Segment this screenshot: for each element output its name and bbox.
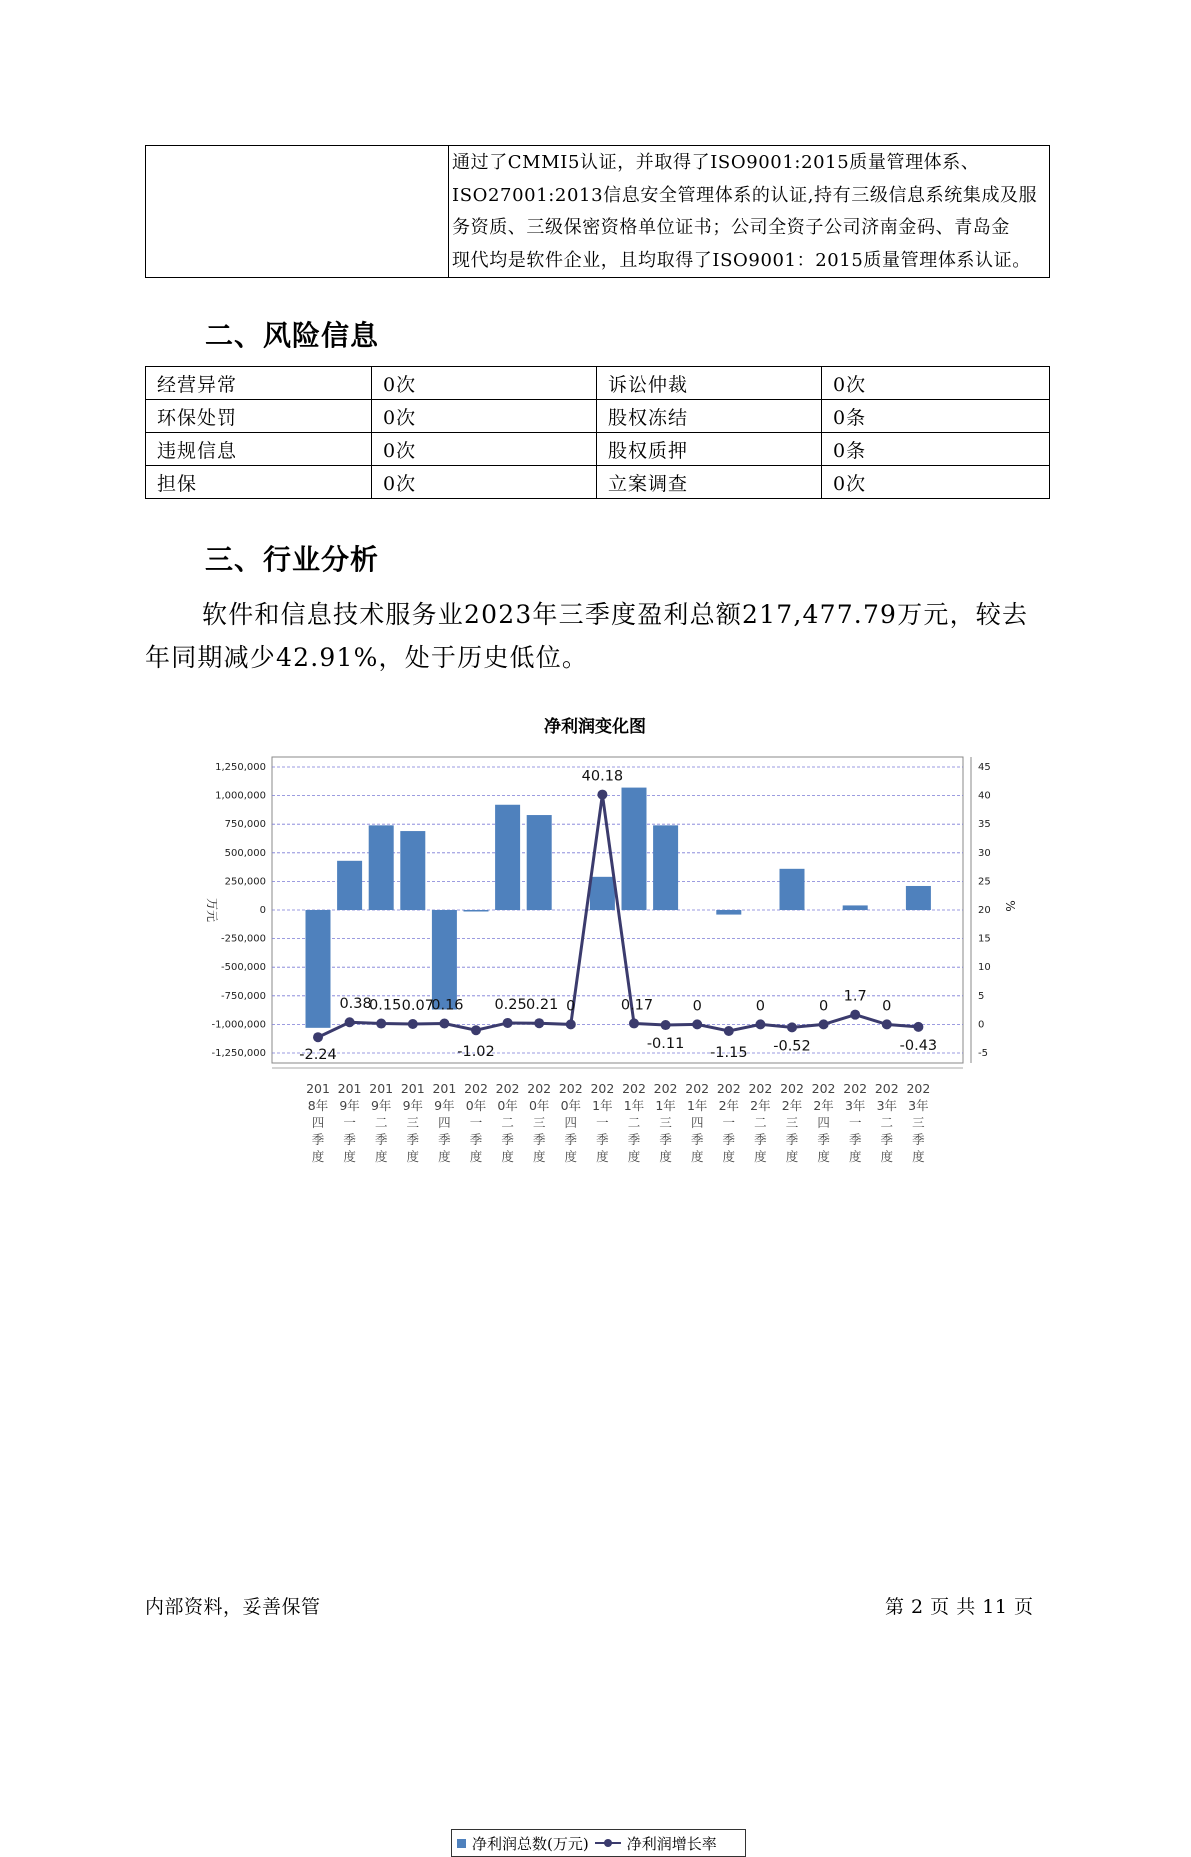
- chart-legend: [451, 1829, 746, 1857]
- x-tick-label: 季: [596, 1132, 609, 1147]
- growth-point: [882, 1019, 892, 1029]
- risk-value: 0条: [822, 400, 1050, 433]
- growth-data-label: 0.15: [369, 997, 402, 1014]
- bar: [400, 831, 425, 910]
- table-row: [146, 400, 1050, 433]
- table-row: [146, 433, 1050, 466]
- x-tick-label: 度: [469, 1149, 483, 1164]
- x-tick-label: 季: [817, 1132, 830, 1147]
- x-tick-label: 0年: [528, 1098, 550, 1113]
- x-tick-label: 3年: [908, 1098, 929, 1113]
- x-tick-label: 度: [817, 1149, 830, 1164]
- x-tick-label: 三: [532, 1115, 546, 1130]
- x-tick-label: 季: [848, 1132, 862, 1147]
- industry-heading: 三、行业分析: [205, 543, 380, 576]
- x-tick-label: 201: [306, 1081, 330, 1096]
- x-tick-label: 度: [785, 1149, 799, 1164]
- industry-paragraph-line-1: 软件和信息技术服务业2023年三季度盈利总额217,477.79万元，较去: [202, 600, 1029, 629]
- x-tick-label: 2年: [781, 1098, 803, 1113]
- x-tick-label: 三: [912, 1115, 925, 1130]
- growth-data-label: -1.15: [710, 1044, 748, 1061]
- growth-point: [692, 1019, 702, 1029]
- x-tick-label: 202: [906, 1081, 931, 1096]
- growth-point: [787, 1022, 797, 1032]
- x-tick-label: 度: [564, 1149, 578, 1164]
- risk-value: 0次: [372, 367, 597, 400]
- chart-title: 净利润变化图: [544, 717, 646, 737]
- growth-point: [408, 1019, 418, 1029]
- growth-data-label: 0: [755, 998, 766, 1015]
- x-tick-label: 8年: [307, 1098, 329, 1113]
- x-tick-label: 四: [438, 1115, 451, 1130]
- chart-canvas: [170, 745, 1020, 1170]
- growth-data-label: -0.43: [899, 1037, 938, 1054]
- growth-point: [913, 1022, 923, 1032]
- bar: [590, 877, 615, 910]
- x-tick-label: 二: [754, 1115, 767, 1130]
- x-tick-label: 季: [532, 1132, 546, 1147]
- bar: [906, 886, 931, 910]
- x-tick-label: 3年: [876, 1098, 898, 1113]
- y-tick-label: -1,000,000: [211, 1019, 266, 1031]
- y-tick-label: -1,250,000: [211, 1048, 266, 1059]
- growth-point: [661, 1020, 671, 1030]
- bar: [495, 805, 520, 910]
- continuation-line: 通过了CMMI5认证，并取得了ISO9001:2015质量管理体系、: [452, 152, 980, 173]
- x-tick-label: 2年: [813, 1098, 834, 1113]
- x-tick-label: 3年: [844, 1098, 866, 1113]
- risk-label: 担保: [146, 466, 372, 499]
- x-tick-label: 度: [690, 1149, 704, 1164]
- x-tick-label: 四: [564, 1115, 578, 1130]
- growth-data-label: 1.7: [843, 988, 867, 1005]
- x-tick-label: 202: [653, 1081, 678, 1096]
- growth-point: [566, 1019, 576, 1029]
- growth-point: [313, 1032, 323, 1042]
- x-tick-label: 202: [464, 1081, 488, 1096]
- bar: [432, 910, 457, 1010]
- x-tick-label: 四: [817, 1115, 830, 1130]
- bar: [716, 910, 741, 915]
- growth-data-label: 0.38: [339, 996, 372, 1013]
- x-tick-label: 201: [400, 1081, 425, 1096]
- bar: [306, 910, 331, 1028]
- continuation-text-cell: [449, 146, 1050, 278]
- x-tick-label: 季: [469, 1132, 483, 1147]
- growth-data-label: 0.21: [526, 997, 559, 1014]
- y2-tick-label: 10: [978, 962, 991, 974]
- x-tick-label: 季: [659, 1132, 672, 1147]
- x-tick-label: 202: [590, 1081, 615, 1096]
- x-tick-label: 季: [438, 1132, 451, 1147]
- growth-data-label: -0.52: [773, 1038, 811, 1055]
- risk-value: 0次: [372, 400, 597, 433]
- x-tick-label: 二: [880, 1115, 894, 1130]
- x-tick-label: 季: [912, 1132, 925, 1147]
- risk-label: 股权冻结: [597, 400, 822, 433]
- bar: [653, 825, 678, 910]
- x-tick-label: 季: [722, 1132, 736, 1147]
- x-tick-label: 季: [627, 1132, 641, 1147]
- x-tick-label: 度: [311, 1149, 325, 1164]
- bar: [369, 825, 394, 910]
- x-tick-label: 202: [622, 1081, 646, 1096]
- x-tick-label: 季: [501, 1132, 514, 1147]
- growth-point: [724, 1026, 734, 1036]
- x-tick-label: 季: [785, 1132, 799, 1147]
- x-tick-label: 9年: [402, 1098, 424, 1113]
- x-tick-label: 度: [596, 1149, 609, 1164]
- x-tick-label: 度: [848, 1149, 862, 1164]
- growth-point: [850, 1010, 860, 1020]
- growth-point: [534, 1018, 544, 1028]
- growth-point: [629, 1018, 639, 1028]
- x-tick-label: 2年: [750, 1098, 771, 1113]
- x-tick-label: 202: [716, 1081, 741, 1096]
- x-tick-label: 202: [527, 1081, 552, 1096]
- x-tick-label: 度: [659, 1149, 672, 1164]
- y2-tick-label: 15: [978, 933, 991, 945]
- x-tick-label: 季: [880, 1132, 894, 1147]
- x-tick-label: 三: [659, 1115, 672, 1130]
- y2-tick-label: 20: [978, 905, 991, 916]
- growth-data-label: -1.02: [457, 1044, 495, 1061]
- y-tick-label: 0: [259, 905, 266, 916]
- y2-tick-label: 0: [978, 1019, 985, 1031]
- x-tick-label: 三: [785, 1115, 799, 1130]
- bar: [527, 815, 552, 910]
- risk-value: 0次: [822, 466, 1050, 499]
- x-tick-label: 9年: [370, 1098, 392, 1113]
- growth-data-label: 40.18: [581, 768, 624, 785]
- x-tick-label: 一: [343, 1115, 356, 1130]
- y-tick-label: 750,000: [224, 819, 266, 831]
- x-tick-label: 1年: [592, 1098, 613, 1113]
- growth-data-label: 0.25: [494, 996, 527, 1013]
- x-tick-label: 1年: [655, 1098, 676, 1113]
- x-tick-label: 1年: [686, 1098, 708, 1113]
- x-tick-label: 202: [495, 1081, 520, 1096]
- growth-point: [376, 1019, 386, 1029]
- growth-point: [755, 1019, 765, 1029]
- x-tick-label: 季: [754, 1132, 767, 1147]
- x-tick-label: 度: [627, 1149, 641, 1164]
- x-tick-label: 201: [432, 1081, 457, 1096]
- x-tick-label: 202: [558, 1081, 583, 1096]
- x-tick-label: 季: [690, 1132, 704, 1147]
- x-tick-label: 季: [311, 1132, 325, 1147]
- x-tick-label: 度: [722, 1149, 736, 1164]
- x-tick-label: 0年: [465, 1098, 487, 1113]
- x-tick-label: 202: [811, 1081, 836, 1096]
- risk-label: 股权质押: [597, 433, 822, 466]
- risk-table: [145, 366, 1050, 499]
- risk-label: 违规信息: [146, 433, 372, 466]
- x-tick-label: 一: [848, 1115, 862, 1130]
- y2-tick-label: 35: [978, 819, 991, 831]
- x-tick-label: 二: [627, 1115, 641, 1130]
- y2-tick-label: 30: [978, 847, 991, 859]
- x-tick-label: 季: [406, 1132, 420, 1147]
- y-tick-label: 250,000: [224, 876, 266, 888]
- growth-data-label: 0: [818, 998, 829, 1015]
- x-tick-label: 度: [754, 1149, 767, 1164]
- bar: [780, 869, 805, 910]
- x-tick-label: 201: [369, 1081, 394, 1096]
- growth-point: [597, 790, 607, 800]
- continuation-table: [145, 145, 1050, 278]
- x-tick-label: 202: [685, 1081, 710, 1096]
- bar: [337, 861, 362, 910]
- y-tick-label: 500,000: [224, 847, 266, 859]
- x-tick-label: 度: [374, 1149, 388, 1164]
- growth-data-label: 0.17: [620, 997, 654, 1014]
- continuation-line: ISO27001:2013信息安全管理体系的认证,持有三级信息系统集成及服: [452, 184, 1038, 206]
- y2-tick-label: 25: [978, 876, 991, 888]
- table-row: [146, 466, 1050, 499]
- growth-data-label: 0.16: [431, 997, 464, 1014]
- x-tick-label: 度: [912, 1149, 925, 1164]
- legend-bar-swatch: [457, 1839, 466, 1848]
- x-tick-label: 季: [343, 1132, 356, 1147]
- growth-data-label: 0: [566, 998, 576, 1015]
- continuation-line: 现代均是软件企业，且均取得了ISO9001：2015质量管理体系认证。: [452, 249, 1031, 271]
- x-tick-label: 一: [722, 1115, 736, 1130]
- growth-data-label: 0: [882, 998, 892, 1015]
- risk-value: 0次: [822, 367, 1050, 400]
- risk-label: 环保处罚: [146, 400, 372, 433]
- x-tick-label: 度: [501, 1149, 514, 1164]
- x-tick-label: 三: [406, 1115, 420, 1130]
- x-tick-label: 度: [880, 1149, 894, 1164]
- y-axis-label: 万元: [205, 897, 219, 923]
- growth-data-label: 0: [692, 998, 702, 1015]
- x-tick-label: 0年: [560, 1098, 582, 1113]
- x-tick-label: 1年: [623, 1098, 645, 1113]
- industry-paragraph-line-2: 年同期减少42.91%，处于历史低位。: [145, 643, 589, 672]
- continuation-line: 务资质、三级保密资格单位证书；公司全资子公司济南金码、青岛金: [452, 217, 1010, 238]
- x-tick-label: 202: [780, 1081, 804, 1096]
- growth-data-label: 0.07: [401, 997, 434, 1014]
- x-tick-label: 季: [564, 1132, 578, 1147]
- x-tick-label: 二: [501, 1115, 514, 1130]
- x-tick-label: 一: [596, 1115, 609, 1130]
- y2-tick-label: 5: [978, 990, 985, 1002]
- x-tick-label: 202: [874, 1081, 899, 1096]
- y-tick-label: -500,000: [221, 962, 266, 974]
- legend-bar-label: 净利润总数(万元): [472, 1834, 589, 1853]
- risk-value: 0次: [372, 466, 597, 499]
- y2-tick-label: 45: [978, 762, 991, 773]
- table-row: [146, 367, 1050, 400]
- x-tick-label: 2年: [718, 1098, 740, 1113]
- y-tick-label: -750,000: [221, 990, 266, 1002]
- growth-point: [471, 1025, 481, 1035]
- x-tick-label: 四: [311, 1115, 325, 1130]
- growth-point: [439, 1018, 449, 1028]
- x-tick-label: 201: [337, 1081, 362, 1096]
- y2-tick-label: 40: [978, 790, 991, 802]
- x-tick-label: 二: [374, 1115, 388, 1130]
- x-tick-label: 度: [343, 1149, 356, 1164]
- growth-data-label: -0.11: [646, 1036, 685, 1053]
- legend-line-label: 净利润增长率: [626, 1834, 717, 1853]
- risk-value: 0条: [822, 433, 1050, 466]
- footer-left: 内部资料，妥善保管: [145, 1596, 321, 1618]
- x-tick-label: 四: [690, 1115, 704, 1130]
- y-tick-label: 1,000,000: [215, 790, 266, 802]
- risk-label: 经营异常: [146, 367, 372, 400]
- y2-axis-label: %: [1003, 900, 1017, 912]
- x-tick-label: 9年: [434, 1098, 455, 1113]
- growth-point: [503, 1018, 513, 1028]
- risk-label: 诉讼仲裁: [597, 367, 822, 400]
- y-tick-label: 1,250,000: [215, 762, 266, 773]
- bar: [622, 788, 647, 910]
- x-tick-label: 季: [374, 1132, 388, 1147]
- x-tick-label: 一: [469, 1115, 483, 1130]
- growth-point: [819, 1019, 829, 1029]
- risk-label: 立案调查: [597, 466, 822, 499]
- bar: [843, 905, 868, 910]
- x-tick-label: 9年: [339, 1098, 360, 1113]
- x-tick-label: 202: [748, 1081, 773, 1096]
- risk-value: 0次: [372, 433, 597, 466]
- y-tick-label: -250,000: [221, 933, 266, 945]
- bar: [464, 910, 489, 912]
- x-tick-label: 度: [438, 1149, 451, 1164]
- risk-heading: 二、风险信息: [205, 319, 380, 352]
- x-tick-label: 度: [406, 1149, 420, 1164]
- growth-data-label: -2.24: [299, 1047, 337, 1064]
- x-tick-label: 0年: [497, 1098, 518, 1113]
- x-tick-label: 度: [532, 1149, 546, 1164]
- x-tick-label: 202: [843, 1081, 868, 1096]
- y2-tick-label: -5: [978, 1048, 988, 1059]
- footer-page-number: 第 2 页 共 11 页: [885, 1596, 1034, 1618]
- continuation-empty-cell: [146, 146, 449, 278]
- growth-point: [345, 1017, 355, 1027]
- legend-line-swatch: [595, 1837, 621, 1849]
